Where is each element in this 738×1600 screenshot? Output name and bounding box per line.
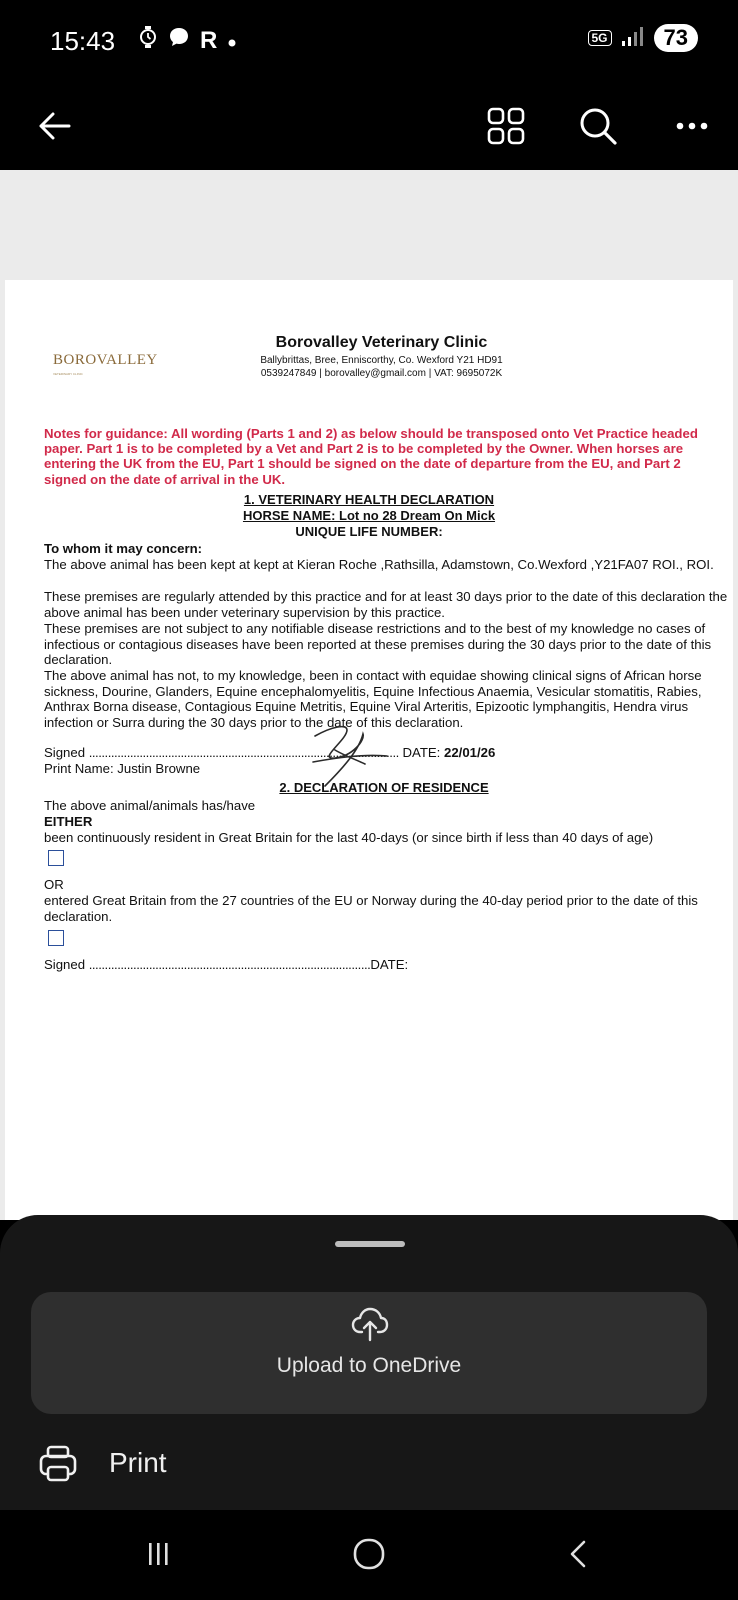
or-label: OR: [44, 877, 64, 892]
cloud-upload-icon: [351, 1306, 389, 1342]
app-bar: [0, 82, 738, 170]
animals-has-have: The above animal/animals has/have: [44, 798, 256, 813]
home-button[interactable]: [339, 1528, 399, 1580]
signed-label: Signed: [44, 745, 89, 760]
sheet-drag-handle[interactable]: [335, 1241, 405, 1247]
r-icon: R: [200, 26, 218, 54]
document-viewer[interactable]: [0, 170, 738, 1220]
chat-icon: [168, 26, 190, 55]
watch-icon: [138, 26, 158, 55]
signal-icon: [620, 25, 646, 52]
arrow-left-icon: [37, 111, 71, 141]
print-button[interactable]: [0, 1439, 738, 1489]
upload-onedrive-button[interactable]: [31, 1292, 707, 1414]
search-button[interactable]: [570, 98, 626, 154]
clinic-logo: BOROVALLEY: [53, 352, 158, 368]
printer-icon: [38, 1443, 78, 1483]
horse-name: HORSE NAME: Lot no 28 Dream On Mick: [242, 508, 496, 523]
home-icon: [351, 1536, 387, 1572]
signed2-label: Signed: [44, 957, 89, 972]
checkbox-resident[interactable]: [48, 850, 64, 866]
guidance-note: Notes for guidance: All wording (Parts 1 and 2) as below should be transposed onto Vet Practice headed paper. Part 1 is to be completed by a Vet and Part 2 is to be completed by the Owner. When horses are entering the UK from the EU, Part 1 should be signed on the date of departure from the EU, and Part 2 signed on the date of arrival in the UK.: [44, 426, 698, 487]
back-button[interactable]: [26, 98, 82, 154]
to-whom-heading: To whom it may concern:: [44, 541, 203, 556]
paragraph-attended: These premises are regularly attended by this practice and for at least 30 days prior to the date of this declaration the above animal has been under veterinary supervision by this practice.: [44, 589, 728, 620]
status-right-icons: [588, 24, 699, 52]
status-left-icons: [138, 26, 237, 55]
date-label: DATE:: [402, 745, 445, 760]
more-icon: [675, 121, 709, 131]
recents-icon: [146, 1540, 170, 1568]
date2-label: DATE:: [370, 957, 409, 972]
signed-line-2: [44, 957, 729, 973]
paragraph-kept-at: The above animal has been kept at kept at Kieran Roche ,Rathsilla, Adamstown, Co.Wexford ,Y21FA07 ROI., ROI.: [44, 557, 714, 572]
either-label: EITHER: [44, 814, 93, 829]
nav-back-button[interactable]: [548, 1528, 608, 1580]
recents-button[interactable]: [128, 1528, 188, 1580]
grid-icon: [487, 107, 525, 145]
checkbox-entered[interactable]: [48, 930, 64, 946]
option-entered: entered Great Britain from the 27 countries of the EU or Norway during the 40-day period prior to the date of this declaration.: [44, 893, 698, 924]
navigation-bar: [0, 1510, 738, 1600]
date-value: 22/01/26: [444, 745, 496, 760]
clinic-name: Borovalley Veterinary Clinic: [275, 334, 488, 351]
share-bottom-sheet: [0, 1215, 738, 1510]
back-icon: [566, 1538, 590, 1570]
network-badge: 5G: [588, 30, 612, 46]
search-icon: [578, 106, 618, 146]
clinic-contact: 0539247849 | borovalley@gmail.com | VAT: 9695072K: [260, 368, 503, 379]
dot-icon: [227, 27, 237, 55]
upload-label: Upload to OneDrive: [276, 1354, 462, 1377]
clinic-address: Ballybrittas, Bree, Enniscorthy, Co. Wexford Y21 HD91: [260, 355, 503, 366]
section2-title: 2. DECLARATION OF RESIDENCE: [279, 780, 489, 795]
clinic-logo-subtext: VETERINARY CLINIC: [53, 372, 83, 376]
more-button[interactable]: [664, 98, 720, 154]
unique-life-number: UNIQUE LIFE NUMBER:: [295, 524, 443, 539]
print-label: Print: [109, 1447, 167, 1478]
paragraph-contact: The above animal has not, to my knowledge, been in contact with equidae showing clinical signs of African horse sickness, Dourine, Glanders, Equine encephalomyelitis, Equine Infectious Anaemia, Vesicular stomatitis, Rabies, Anthrax Borna disease, Contagious Equine Metritis, Equine Viral Arteritis, Epizootic lymphangitis, Hendra virus infection or Surra during the 30 days prior to the date of this declaration.: [44, 668, 702, 730]
signed2-dots: .........................................................................................: [88, 957, 371, 972]
document-page[interactable]: [5, 280, 733, 1220]
option-resident: been continuously resident in Great Britain for the last 40-days (or since birth if less than 40 days of age): [44, 830, 654, 845]
print-name: Print Name: Justin Browne: [44, 761, 201, 776]
grid-view-button[interactable]: [478, 98, 534, 154]
section1-title: 1. VETERINARY HEALTH DECLARATION: [243, 492, 495, 507]
status-bar: [0, 0, 738, 82]
battery-icon: 73: [654, 24, 698, 52]
signed-dots: ..................................................................................................: [88, 745, 399, 760]
paragraph-restrictions: These premises are not subject to any notifiable disease restrictions and to the best of my knowledge no cases of infectious or contagious diseases have been reported at these premises during the 30 days prior to the date of this declaration.: [44, 621, 712, 667]
status-time: 15:43: [50, 26, 116, 56]
